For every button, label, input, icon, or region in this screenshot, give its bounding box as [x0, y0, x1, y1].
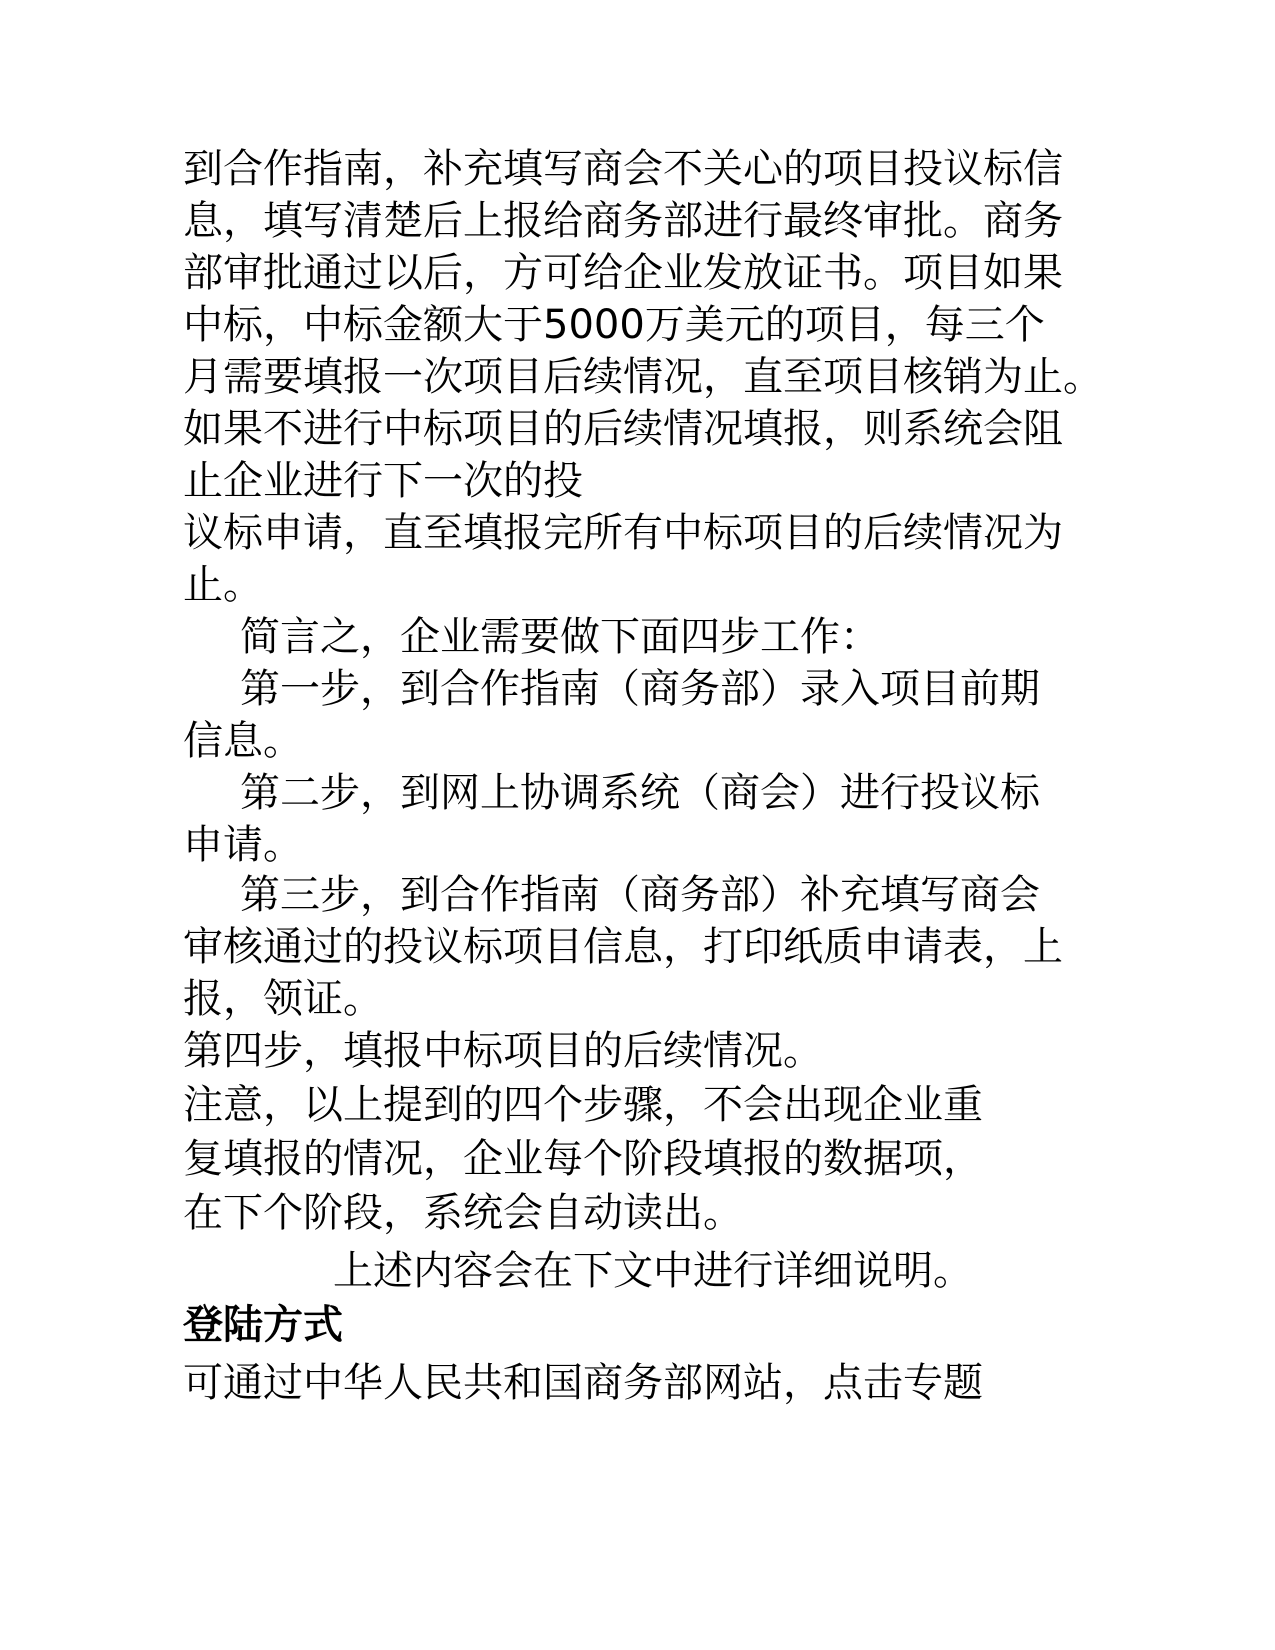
paragraph-line: 议标申请，直至填报完所有中标项目的后续情况为: [183, 510, 1063, 556]
step-three-line-cont: 报，领证。: [183, 976, 383, 1022]
note-line: 注意，以上提到的四个步骤，不会出现企业重: [183, 1082, 983, 1128]
paragraph-line: 月需要填报一次项目后续情况，直至项目核销为止。: [183, 354, 1103, 400]
step-two-line-cont: 申请。: [183, 822, 303, 868]
paragraph-line: 止。: [183, 562, 263, 608]
paragraph-line: 止企业进行下一次的投: [183, 458, 583, 504]
step-three-line-cont: 审核通过的投议标项目信息，打印纸质申请表，上: [183, 924, 1063, 970]
detail-note-line: 上述内容会在下文中进行详细说明。: [333, 1248, 973, 1294]
summary-intro-line: 简言之，企业需要做下面四步工作：: [240, 614, 880, 660]
note-line-cont: 复填报的情况，企业每个阶段填报的数据项，: [183, 1136, 983, 1182]
note-line-cont: 在下个阶段，系统会自动读出。: [183, 1190, 743, 1236]
paragraph-line: 到合作指南，补充填写商会不关心的项目投议标信: [183, 146, 1063, 192]
paragraph-line: 可通过中华人民共和国商务部网站，点击专题: [183, 1360, 983, 1406]
step-four-line: 第四步，填报中标项目的后续情况。: [183, 1028, 823, 1074]
paragraph-line: 中标，中标金额大于5000万美元的项目，每三个: [183, 302, 1045, 348]
step-two-line: 第二步，到网上协调系统（商会）进行投议标: [240, 770, 1040, 816]
step-three-line: 第三步，到合作指南（商务部）补充填写商会: [240, 872, 1040, 918]
step-one-line: 第一步，到合作指南（商务部）录入项目前期: [240, 666, 1040, 712]
step-one-line-cont: 信息。: [183, 718, 303, 764]
section-heading: 登陆方式: [183, 1302, 343, 1348]
paragraph-line: 部审批通过以后，方可给企业发放证书。项目如果: [183, 250, 1063, 296]
paragraph-line: 息，填写清楚后上报给商务部进行最终审批。商务: [183, 198, 1063, 244]
paragraph-line: 如果不进行中标项目的后续情况填报，则系统会阻: [183, 406, 1063, 452]
